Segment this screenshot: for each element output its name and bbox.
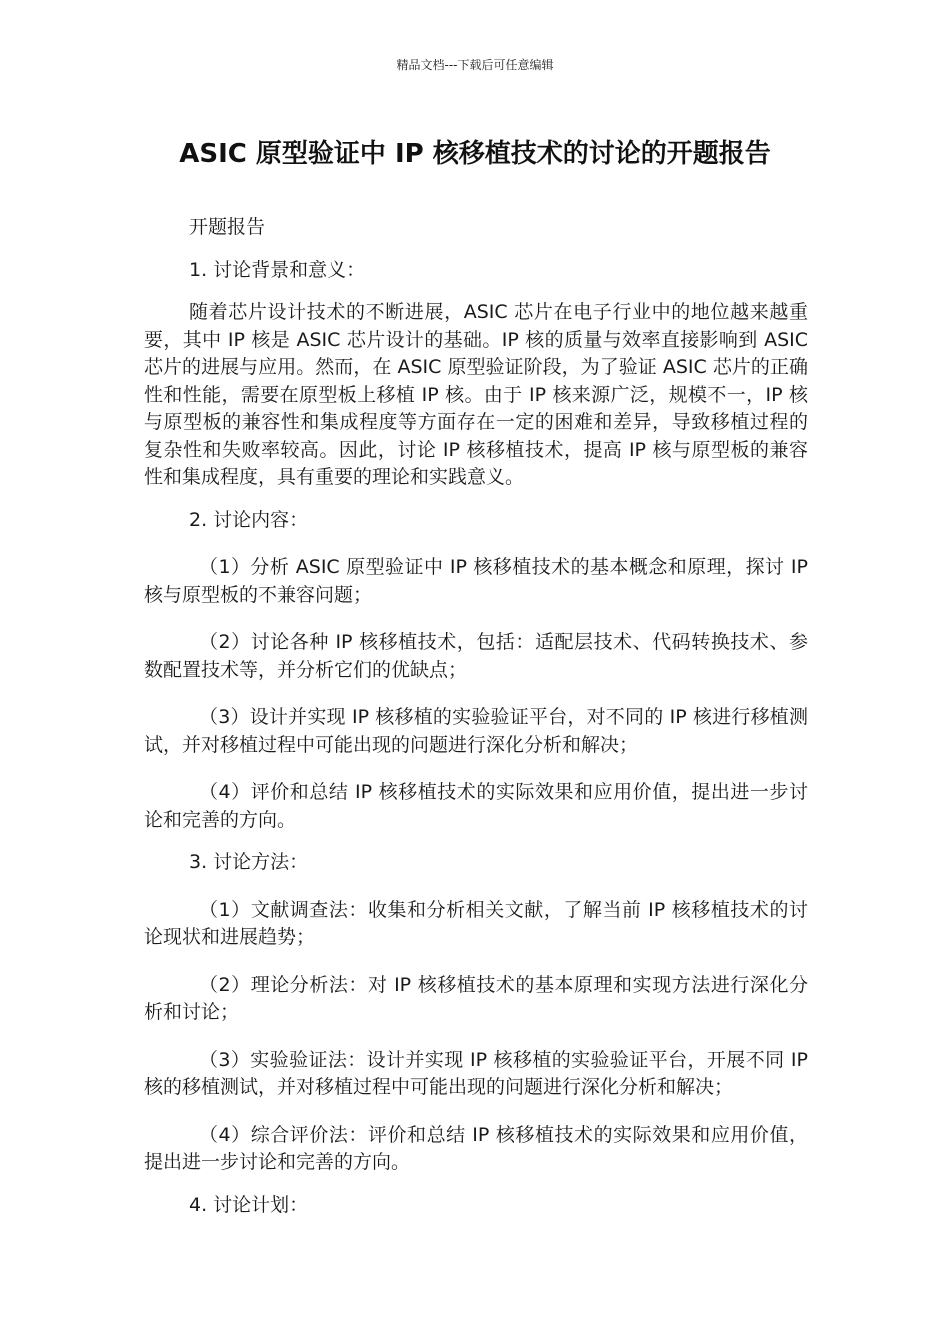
section-2-item: （4）评价和总结 IP 核移植技术的实际效果和应用价值，提出进一步讨论和完善的方向。 — [144, 781, 808, 831]
section-3-item: （1）文献调查法：收集和分析相关文献，了解当前 IP 核移植技术的讨论现状和进展趋势； — [144, 898, 808, 948]
section-1-heading: 1. 讨论背景和意义： — [189, 258, 366, 281]
section-3-item: （2）理论分析法：对 IP 核移植技术的基本原理和实现方法进行深化分析和讨论； — [144, 973, 808, 1023]
section-1-paragraph: 随着芯片设计技术的不断进展，ASIC 芯片在电子行业中的地位越来越重要，其中 IP 核是 ASIC 芯片设计的基础。IP 核的质量与效率直接影响到 ASIC 芯片的进展与应用。然而，在 ASIC 原型验证阶段，为了验证 ASIC 芯片的正确性和性能，需要在原型板上移植 IP 核。由于 IP 核来源广泛，规模不一，IP 核与原型板的兼容性和集成程度等方面存在一定的困难和差异，导致移植过程的复杂性和失败率较高。因此，讨论 IP 核移植技术，提高 IP 核与原型板的兼容性和集成程度，具有重要的理论和实践意义。 — [144, 301, 808, 488]
section-2-item: （2）讨论各种 IP 核移植技术，包括：适配层技术、代码转换技术、参数配置技术等，并分析它们的优缺点； — [144, 631, 808, 681]
section-2-item: （3）设计并实现 IP 核移植的实验验证平台，对不同的 IP 核进行移植测试，并对移植过程中可能出现的问题进行深化分析和解决； — [144, 706, 808, 756]
document-body — [144, 214, 808, 1219]
document-title: ASIC 原型验证中 IP 核移植技术的讨论的开题报告 — [179, 139, 771, 169]
section-2-item: （1）分析 ASIC 原型验证中 IP 核移植技术的基本概念和原理，探讨 IP 核与原型板的不兼容问题； — [144, 556, 808, 606]
section-3-heading: 3. 讨论方法： — [189, 851, 309, 873]
section-3-item: （3）实验验证法：设计并实现 IP 核移植的实验验证平台，开展不同 IP 核的移植测试，并对移植过程中可能出现的问题进行深化分析和解决； — [144, 1048, 808, 1098]
report-label: 开题报告 — [189, 216, 266, 238]
section-3-item: （4）综合评价法：评价和总结 IP 核移植技术的实际效果和应用价值，提出进一步讨论和完善的方向。 — [144, 1123, 808, 1173]
header-note: 精品文档---下载后可任意编辑 — [396, 58, 554, 72]
section-4-heading: 4. 讨论计划： — [189, 1193, 309, 1216]
section-2-heading: 2. 讨论内容： — [189, 508, 309, 531]
